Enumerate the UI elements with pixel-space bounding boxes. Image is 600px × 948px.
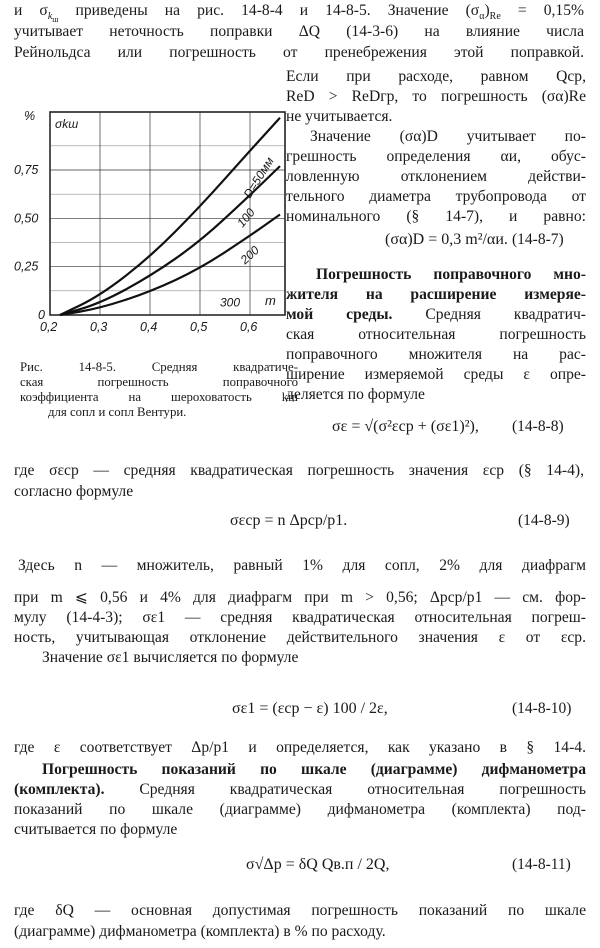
para-sigma-eps-cp-2: согласно формуле: [14, 483, 134, 500]
right-line-8: номинального (§ 14-7), и равно:: [286, 208, 586, 225]
x-tick-label: 0,3: [90, 320, 108, 334]
section-scale-line-2: считывается по формуле: [14, 821, 178, 838]
equation-14-8-7: (σα)D = 0,3 m²/αи.: [385, 231, 508, 248]
section-expansion-text-1: Средняя квадратич-: [392, 306, 586, 323]
section-expansion-heading-2: жителя на расширение измеряе-: [286, 286, 586, 303]
equation-14-8-8: σε = √(σ²εср + (σε1)²),: [332, 418, 479, 435]
section-scale: [14, 760, 586, 840]
section-expansion-line-2: поправочного множителя на рас-: [286, 346, 586, 363]
section-expansion-line-3: ширение измеряемой среды ε опре-: [286, 366, 586, 383]
final-line-1: где δQ — основная допустимая погрешность показаний по шкале: [14, 902, 586, 919]
right-line-6: ловленную отклонением действи-: [286, 168, 586, 185]
figure-caption: [20, 360, 298, 420]
right-line-5: грешность определения αи, обус-: [286, 148, 586, 165]
equation-number-14-8-10: (14-8-10): [512, 700, 572, 717]
para-eps1: Значение σε1 вычисляется по формуле: [42, 649, 299, 666]
final-line-2: (диаграмме) дифманометра (комплекта) в % по расходу.: [14, 923, 386, 940]
equation-14-8-10: σε1 = (εср − ε) 100 / 2ε,: [232, 700, 388, 717]
x-tick-label: 0,2: [40, 320, 58, 334]
equation-number-14-8-8: (14-8-8): [512, 418, 564, 435]
para-n-line-1: Здесь n — множитель, равный 1% для сопл, 2% для диафрагм: [18, 557, 586, 574]
section-expansion: [286, 265, 586, 405]
figure-14-8-5-chart: [10, 100, 300, 355]
right-line-7: тельного диаметра трубопровода от: [286, 188, 586, 205]
section-scale-heading-1: Погрешность показаний по шкале (диаграмме) дифманометра: [42, 761, 586, 778]
right-line-2: ReD > ReDгр, то погрешность (σα)Re: [286, 88, 586, 105]
para-n: [14, 556, 586, 668]
para-n-line-4: ность, учитывающая отклонение действительного значения ε от εср.: [14, 629, 586, 646]
right-line-1: Если при расходе, равном Qср,: [286, 68, 586, 85]
section-expansion-heading-1: Погрешность поправочного мно-: [316, 266, 586, 283]
right-column: [286, 67, 586, 227]
equation-14-8-11: σ√Δp = δQ Qв.п / 2Q,: [246, 856, 390, 873]
top-line-3: Рейнольдса или погрешность от пренебрежения этой поправкой.: [14, 44, 584, 61]
para-n-line-2: при m ⩽ 0,56 и 4% для диафрагм при m > 0,56; Δpср/p1 — см. фор-: [14, 589, 586, 606]
y-unit-label: %: [24, 109, 36, 123]
section-expansion-line-4: деляется по формуле: [286, 386, 425, 403]
equation-number-14-8-11: (14-8-11): [512, 856, 571, 873]
section-scale-line-1: показаний по шкале (диаграмме) дифманометра (комплекта) под-: [14, 801, 586, 818]
y-tick-label: 0,25: [14, 259, 39, 274]
y-tick-label: 0: [38, 308, 45, 322]
series-label-1: 100: [234, 205, 258, 230]
equation-number-14-8-9: (14-8-9): [518, 512, 570, 529]
caption-line-4: для сопл и сопл Вентури.: [48, 405, 187, 419]
x-axis-label: m: [265, 293, 276, 308]
para-after-14-8-10: где ε соответствует Δp/p1 и определяется, как указано в § 14-4.: [14, 739, 586, 756]
series-label-0: D=50мм: [240, 154, 277, 201]
caption-line-3: коэффициента на шероховатость kш: [20, 390, 298, 404]
top-line-1: и $\sigma_{k_ш}$ приведены на рис. 14-8-4 и 14-8-5. Значение $(\sigma_\alpha)_{Re} = 0,15\%$: [14, 2, 584, 25]
equation-number-14-8-7: (14-8-7): [512, 231, 564, 248]
section-scale-heading-2: (комплекта).: [14, 781, 105, 798]
section-expansion-heading-3: мой среды.: [286, 306, 393, 323]
caption-line-1: Рис. 14-8-5. Средняя квадратиче-: [20, 360, 298, 374]
series-label-2: 200: [237, 243, 262, 267]
series-label-3: 300: [220, 295, 241, 310]
top-line-2: учитывает неточность поправки ΔQ (14-3-6) на влияние числа: [14, 23, 584, 40]
right-line-4: Значение (σα)D учитывает по-: [310, 128, 586, 145]
equation-14-8-9: σεср = n Δpср/p1.: [230, 512, 348, 529]
x-tick-label: 0,5: [190, 320, 208, 334]
y-tick-label: 0,50: [14, 211, 39, 226]
section-scale-text-2: Средняя квадратическая относительная погрешность: [104, 781, 586, 798]
para-sigma-eps-cp-1: где σεср — средняя квадратическая погрешность значения εср (§ 14-4),: [14, 462, 584, 479]
y-tick-label: 0,75: [14, 163, 39, 177]
x-tick-label: 0,4: [140, 320, 158, 334]
y-axis-label: σkш: [55, 117, 79, 131]
caption-line-2: ская погрешность поправочного: [20, 375, 298, 389]
para-n-line-3: мулу (14-4-3); σε1 — средняя квадратическая относительная погреш-: [14, 609, 586, 626]
section-expansion-line-1: ская относительная погрешность: [286, 326, 586, 343]
x-tick-label: 0,6: [240, 320, 258, 334]
right-line-3: не учитывается.: [286, 108, 393, 125]
